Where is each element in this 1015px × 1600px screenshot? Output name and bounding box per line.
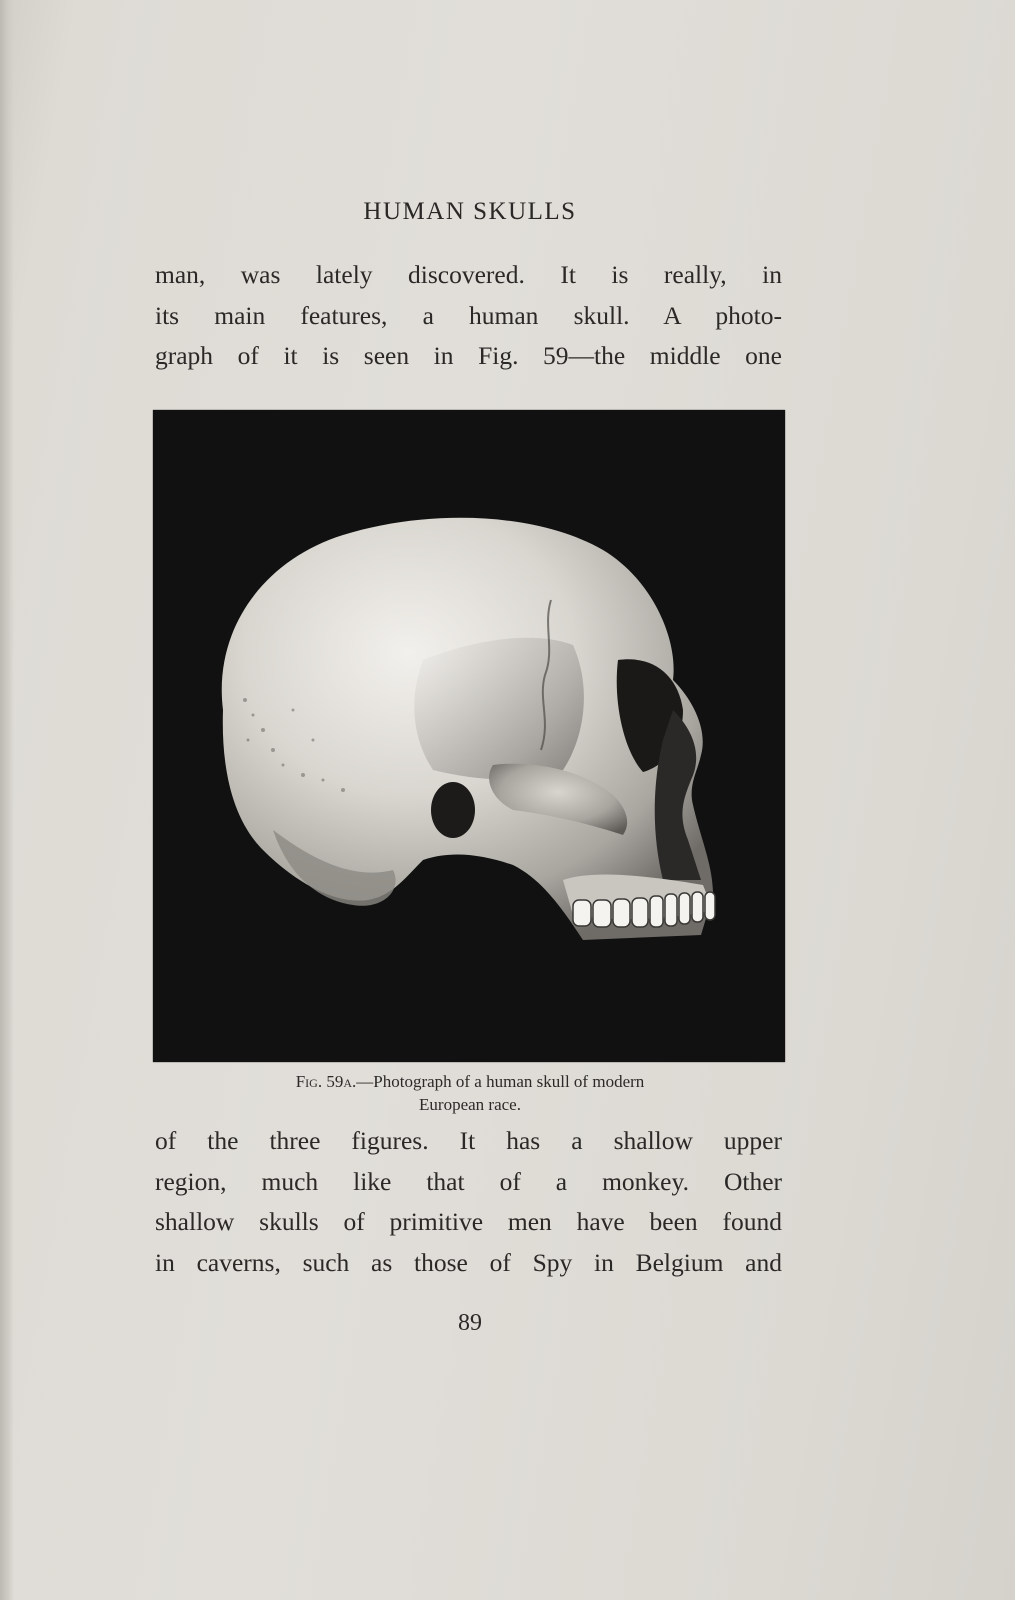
text-line: in caverns, such as those of Spy in Belgium and [155, 1247, 782, 1277]
page-edge-shadow [0, 0, 14, 1600]
skull-image [153, 410, 785, 1062]
running-head: HUMAN SKULLS [363, 198, 577, 225]
figure-label: Fig. 59a. [295, 1072, 357, 1091]
figure-caption [155, 1070, 785, 1116]
text-line: man, was lately discovered. It is really, in [155, 260, 782, 289]
caption-line-1 [155, 1070, 785, 1093]
caption-line-2: European race. [419, 1095, 521, 1114]
text-line: shallow skulls of primitive men have been found [155, 1207, 782, 1236]
text-line: graph of it is seen in Fig. 59—the middle one [155, 341, 782, 370]
text-line: region, much like that of a monkey. Other [155, 1166, 782, 1196]
paragraph-bottom [155, 1121, 782, 1283]
paragraph-top [155, 255, 782, 377]
page-number: 89 [458, 1310, 482, 1336]
caption-text: —Photograph of a human skull of modern [356, 1072, 645, 1091]
text-line: of the three figures. It has a shallow upper [155, 1126, 782, 1155]
skull-photograph [153, 410, 785, 1062]
text-line: its main features, a human skull. A photo- [155, 300, 782, 330]
